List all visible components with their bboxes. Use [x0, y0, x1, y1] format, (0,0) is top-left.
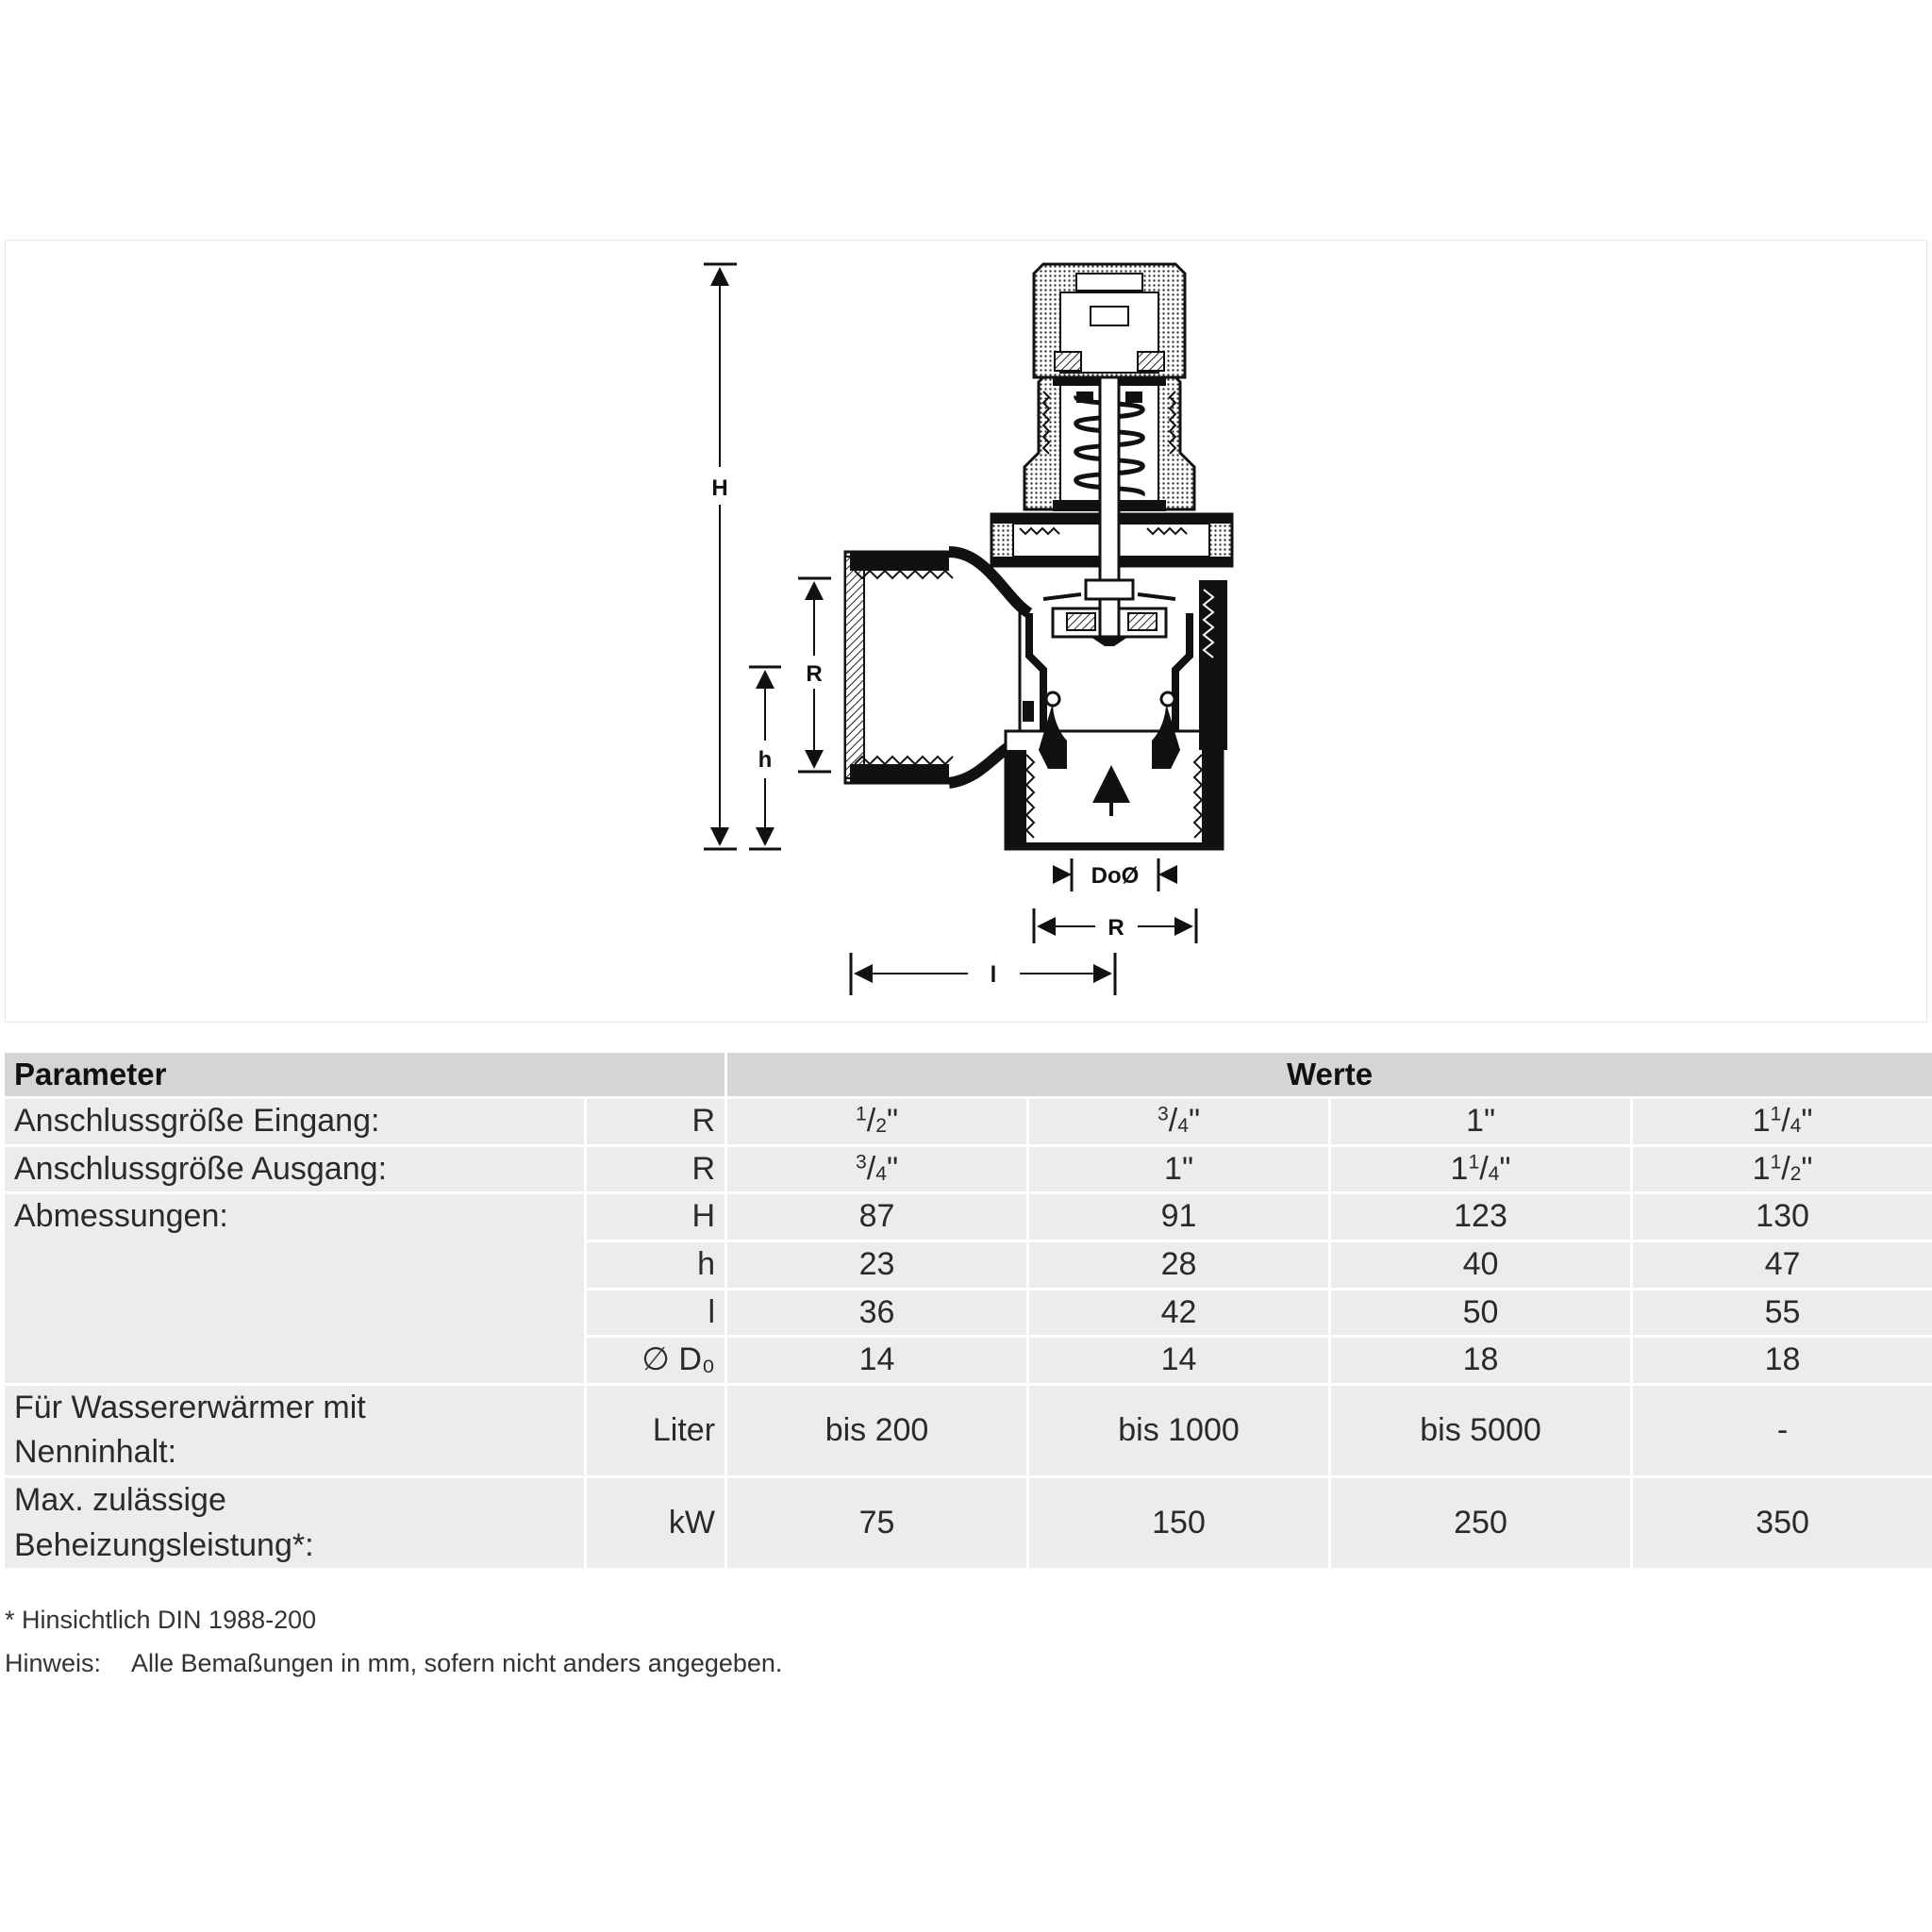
- value-cell: bis 200: [727, 1386, 1026, 1475]
- value-cell: [1633, 1147, 1932, 1192]
- fraction-denominator: 2: [1790, 1162, 1802, 1185]
- fraction-value: [1466, 1103, 1495, 1139]
- fraction-numerator: 1: [856, 1103, 867, 1125]
- footnotes: [5, 1598, 782, 1685]
- value-cell: [727, 1099, 1026, 1144]
- value-cell: [727, 1147, 1026, 1192]
- value-cell: 14: [1029, 1338, 1328, 1383]
- value-cell: 28: [1029, 1242, 1328, 1288]
- table-row: [5, 1386, 1932, 1475]
- value-cell: 47: [1633, 1242, 1932, 1288]
- fraction-value: [1158, 1103, 1200, 1139]
- fraction-denominator: 4: [1177, 1115, 1189, 1138]
- value-cell: 250: [1331, 1478, 1630, 1568]
- row-label: [5, 1386, 584, 1475]
- value-cell: [1331, 1099, 1630, 1144]
- table-row: [5, 1099, 1932, 1144]
- inch-mark: ": [1181, 1150, 1194, 1187]
- inch-mark: ": [1188, 1103, 1201, 1140]
- fraction-numerator: 1: [1468, 1151, 1480, 1174]
- value-cell: 55: [1633, 1291, 1932, 1336]
- fraction-value: [1164, 1151, 1193, 1187]
- value-cell: 130: [1633, 1194, 1932, 1240]
- row-unit: R: [587, 1099, 724, 1144]
- row-label: Anschlussgröße Eingang:: [5, 1099, 584, 1144]
- fraction-slash: /: [866, 1150, 876, 1187]
- valve-cross-section-drawing: [6, 241, 1928, 1024]
- fraction-slash: /: [1168, 1103, 1178, 1140]
- value-cell: bis 1000: [1029, 1386, 1328, 1475]
- value-cell: [1331, 1147, 1630, 1192]
- value-cell: 150: [1029, 1478, 1328, 1568]
- value-cell: 14: [727, 1338, 1026, 1383]
- fraction-numerator: 3: [856, 1151, 867, 1174]
- table-row: [5, 1478, 1932, 1568]
- inch-mark: ": [1801, 1150, 1813, 1187]
- value-cell: bis 5000: [1331, 1386, 1630, 1475]
- value-cell: 18: [1633, 1338, 1932, 1383]
- footnote-asterisk: * Hinsichtlich DIN 1988-200: [5, 1606, 317, 1634]
- value-cell: 350: [1633, 1478, 1932, 1568]
- value-cell: -: [1633, 1386, 1932, 1475]
- row-unit: ∅ D₀: [587, 1338, 724, 1383]
- hint-text: Alle Bemaßungen in mm, sofern nicht anders angegeben.: [131, 1649, 783, 1677]
- spring-bonnet: [991, 264, 1232, 580]
- inch-mark: ": [886, 1103, 899, 1140]
- fraction-slash: /: [1781, 1150, 1790, 1187]
- row-label: Anschlussgröße Ausgang:: [5, 1147, 584, 1192]
- row-unit: H: [587, 1194, 724, 1240]
- row-unit: l: [587, 1291, 724, 1336]
- hint-key: Hinweis:: [5, 1649, 102, 1677]
- fraction-numerator: 1: [1770, 1151, 1782, 1174]
- fraction-denominator: 4: [1488, 1162, 1500, 1185]
- fraction-value: [1753, 1103, 1813, 1139]
- valve-body: [845, 552, 1227, 850]
- dim-label-Do: DoØ: [1091, 863, 1140, 889]
- value-cell: [1633, 1099, 1932, 1144]
- fraction-denominator: 2: [875, 1115, 887, 1138]
- fraction-whole: 1: [1466, 1103, 1484, 1140]
- fraction-value: [856, 1103, 898, 1139]
- dim-label-l: l: [990, 962, 997, 988]
- row-label-line: Beheizungsleistung*:: [14, 1526, 314, 1563]
- inch-mark: ": [1499, 1150, 1511, 1187]
- row-label-line: Max. zulässige: [14, 1481, 226, 1518]
- table-header-row: [5, 1053, 1932, 1096]
- fraction-value: [1753, 1151, 1813, 1187]
- footnote-hint: [5, 1641, 782, 1685]
- fraction-whole: 1: [1164, 1150, 1182, 1187]
- fraction-whole: 1: [1752, 1103, 1771, 1140]
- row-label: Abmessungen:: [5, 1194, 584, 1382]
- row-label: [5, 1478, 584, 1568]
- inch-mark: ": [1801, 1103, 1813, 1140]
- row-unit: h: [587, 1242, 724, 1288]
- value-cell: 87: [727, 1194, 1026, 1240]
- value-cell: 23: [727, 1242, 1026, 1288]
- row-label-line: Für Wassererwärmer mit: [14, 1389, 366, 1425]
- dim-label-h: h: [758, 747, 773, 773]
- value-cell: 36: [727, 1291, 1026, 1336]
- value-cell: 91: [1029, 1194, 1328, 1240]
- fraction-denominator: 4: [875, 1162, 887, 1185]
- fraction-value: [1451, 1151, 1511, 1187]
- value-cell: 75: [727, 1478, 1026, 1568]
- value-cell: 18: [1331, 1338, 1630, 1383]
- valve-drawing-frame: [5, 240, 1927, 1023]
- inch-mark: ": [1483, 1103, 1496, 1140]
- fraction-denominator: 4: [1790, 1115, 1802, 1138]
- dim-label-H: H: [711, 475, 728, 501]
- fraction-numerator: 3: [1158, 1103, 1169, 1125]
- header-values: Werte: [727, 1053, 1932, 1096]
- spec-table: [2, 1050, 1932, 1571]
- row-unit: R: [587, 1147, 724, 1192]
- value-cell: 42: [1029, 1291, 1328, 1336]
- fraction-whole: 1: [1752, 1150, 1771, 1187]
- fraction-slash: /: [1479, 1150, 1489, 1187]
- inch-mark: ": [886, 1150, 899, 1187]
- value-cell: 40: [1331, 1242, 1630, 1288]
- fraction-whole: 1: [1450, 1150, 1469, 1187]
- row-label-line: Nenninhalt:: [14, 1434, 177, 1471]
- row-unit: Liter: [587, 1386, 724, 1475]
- value-cell: 50: [1331, 1291, 1630, 1336]
- row-unit: kW: [587, 1478, 724, 1568]
- fraction-numerator: 1: [1770, 1103, 1782, 1125]
- fraction-slash: /: [866, 1103, 876, 1140]
- fraction-value: [856, 1151, 898, 1187]
- value-cell: 123: [1331, 1194, 1630, 1240]
- table-row: [5, 1194, 1932, 1240]
- table-row: [5, 1147, 1932, 1192]
- dim-label-R-bottom: R: [1108, 915, 1124, 941]
- header-parameter: Parameter: [5, 1053, 724, 1096]
- value-cell: [1029, 1099, 1328, 1144]
- dim-label-R-side: R: [806, 661, 823, 687]
- fraction-slash: /: [1781, 1103, 1790, 1140]
- value-cell: [1029, 1147, 1328, 1192]
